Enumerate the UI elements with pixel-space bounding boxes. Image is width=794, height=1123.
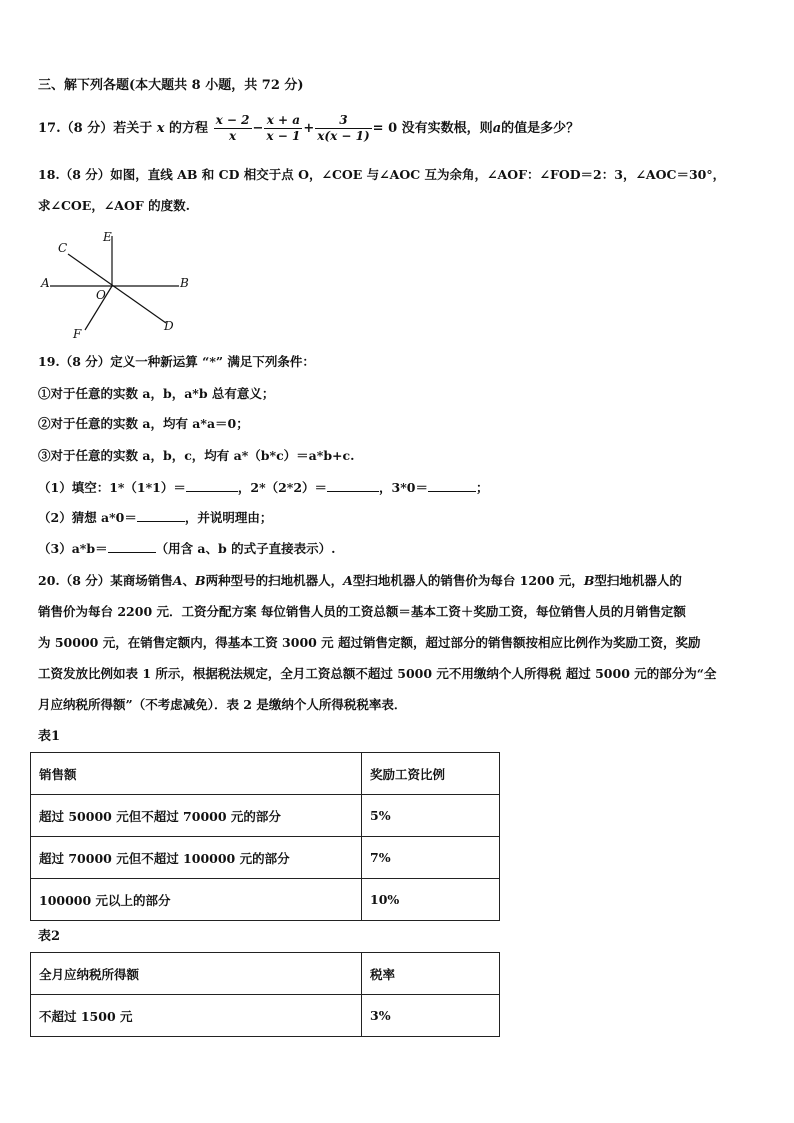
q20-line-5: 月应纳税所得额”（不考虑减免）．表 2 是缴纳个人所得税税率表． [38,697,407,712]
q17-fraction-3 [315,113,371,144]
table-header-cell: 税率 [362,953,500,995]
q19-p1-a: （1）填空：1*（1*1）＝ [38,480,186,495]
q18-line-1: 18.（8 分）如图，直线 AB 和 CD 相交于点 O，∠COE 与∠AOC 互为余角，∠AOF：∠FOD＝2：3，∠AOC＝30°， [38,167,726,182]
q20-var-A-2: A [343,573,353,588]
q17-prefix: 17.（8 分）若关于 [38,121,153,136]
table-1 [30,752,500,921]
q20-l1-c: 两种型号的扫地机器人， [205,573,344,588]
q17-fraction-1 [214,113,252,144]
table-header-cell: 全月应纳税所得额 [31,953,362,995]
q17-var-a: a [492,121,502,136]
q20-line-3: 为 50000 元，在销售定额内，得基本工资 3000 元 超过销售定额，超过部分的销售额按相应比例作为奖励工资，奖励 [38,635,701,650]
q19-p3-b: （用含 a、b 的式子直接表示）. [155,541,336,556]
question-17 [38,113,579,144]
table-header-cell: 销售额 [31,753,362,795]
q17-f2-num: x + a [264,113,302,129]
q17-var-x: x [156,121,165,136]
section-heading: 三、解下列各题(本大题共 8 小题，共 72 分) [38,78,304,93]
q17-suffix2: 的值是多少？ [501,121,580,136]
q20-var-A: A [172,573,183,588]
label-d: D [164,319,174,333]
answer-blank[interactable] [137,509,185,522]
q19-p3-a: （3）a*b＝ [38,541,108,556]
q19-part-1 [38,479,489,497]
q20-l1-a: 20.（8 分）某商场销售 [38,573,173,588]
table-cell: 超过 70000 元但不超过 100000 元的部分 [31,837,362,879]
q19-p1-d: ； [475,480,489,495]
q19-condition-1: ①对于任意的实数 a，b，a*b 总有意义； [38,386,275,401]
table-header-cell: 奖励工资比例 [362,753,500,795]
answer-blank[interactable] [108,540,156,553]
q19-p2-a: （2）猜想 a*0＝ [38,510,137,525]
table-row [31,995,500,1037]
table1-caption: 表1 [38,729,61,744]
label-a: A [41,276,50,290]
table-cell: 7% [362,837,500,879]
answer-blank[interactable] [428,479,476,492]
q18-figure [36,226,196,344]
q20-line-4: 工资发放比例如表 1 所示，根据税法规定，全月工资总额不超过 5000 元不用缴纳个人所得税 超过 5000 元的部分为“全 [38,666,717,681]
q20-var-B-2: B [583,573,595,588]
q20-line-1 [38,572,682,590]
q19-condition-2: ②对于任意的实数 a，均有 a*a＝0； [38,416,249,431]
q17-eq-zero: = 0 [372,121,398,136]
table-2 [30,952,500,1037]
q19-p2-b: ，并说明理由； [184,510,273,525]
table-cell: 5% [362,795,500,837]
table-cell: 100000 元以上的部分 [31,879,362,921]
table-header-row [31,753,500,795]
table-cell: 超过 50000 元但不超过 70000 元的部分 [31,795,362,837]
q19-p1-c: ，3*0＝ [379,480,428,495]
table-cell: 不超过 1500 元 [31,995,362,1037]
q17-f1-den: x [228,129,237,143]
q17-fraction-2 [264,113,302,144]
q20-var-B: B [195,573,206,588]
answer-blank[interactable] [327,479,379,492]
q20-l1-d: 型扫地机器人的销售价为每台 1200 元， [352,573,584,588]
q19-part-3 [38,540,335,558]
label-o: O [96,288,106,302]
q19-intro: 19.（8 分）定义一种新运算 “*” 满足下列条件： [38,354,315,369]
q17-f2-den: x − 1 [266,129,301,143]
q19-part-2 [38,509,272,527]
q19-p1-b: ，2*（2*2）＝ [237,480,328,495]
q20-line-2: 销售价为每台 2200 元．工资分配方案 每位销售人员的工资总额＝基本工资＋奖励工资，每位销售人员的月销售定额 [38,604,686,619]
label-e: E [103,230,112,244]
q17-mid: 的方程 [169,121,209,136]
q17-f3-num: 3 [315,113,371,129]
table2-caption: 表2 [38,929,61,944]
table-row [31,837,500,879]
q18-line-2: 求∠COE，∠AOF 的度数. [38,198,190,213]
answer-blank[interactable] [186,479,238,492]
q20-l1-e: 型扫地机器人的 [594,573,682,588]
label-f: F [73,327,82,341]
q17-plus: + [303,121,315,136]
q19-condition-3: ③对于任意的实数 a，b，c，均有 a*（b*c）＝a*b+c. [38,448,355,463]
table-cell: 10% [362,879,500,921]
q20-l1-b: 、 [182,573,196,588]
q17-suffix1: 没有实数根，则 [401,121,493,136]
q17-f1-num: x − 2 [215,113,250,127]
table-header-row [31,953,500,995]
q17-minus: − [252,121,264,136]
table-row [31,879,500,921]
table-cell: 3% [362,995,500,1037]
q17-f3-den: x(x − 1) [317,129,370,143]
label-b: B [180,276,189,290]
label-c: C [58,241,68,255]
table-row [31,795,500,837]
